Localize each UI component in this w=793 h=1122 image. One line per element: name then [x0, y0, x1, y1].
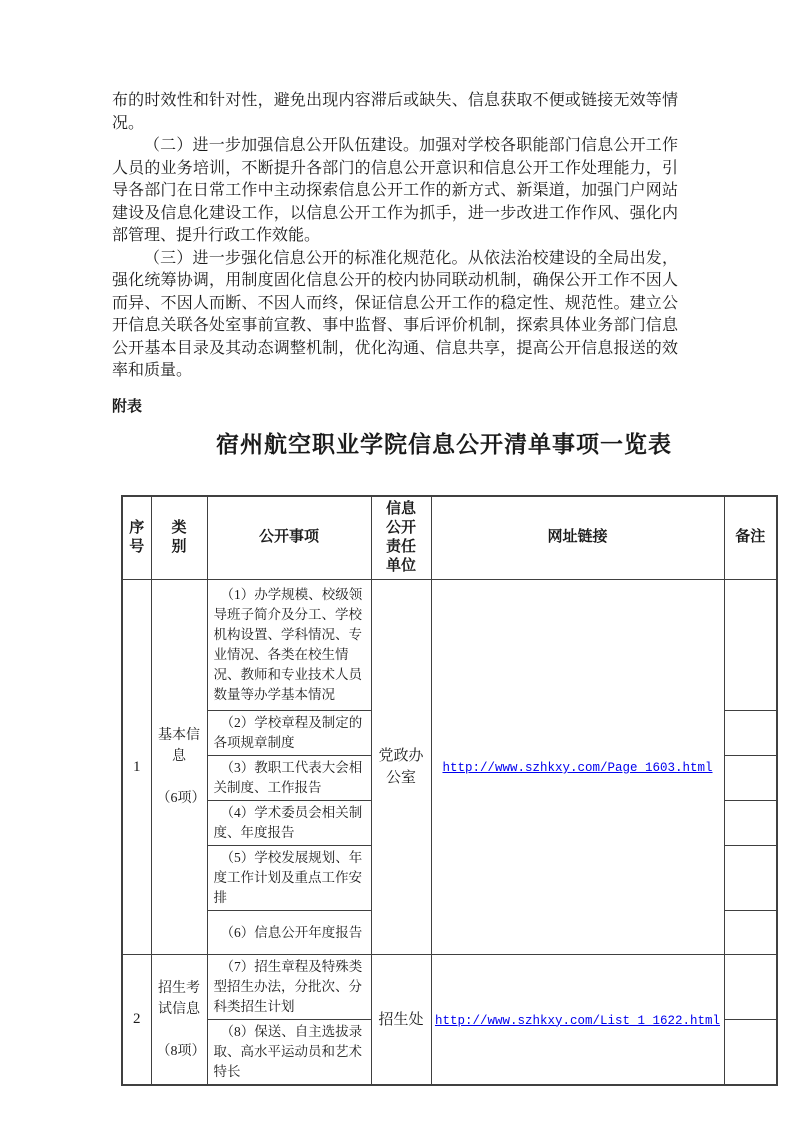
- row-category-cell: [151, 955, 207, 1086]
- note-cell: [724, 801, 777, 846]
- note-cell: [724, 711, 777, 756]
- col-header-category: 类别: [151, 496, 207, 580]
- url-cell: [431, 955, 724, 1086]
- item-cell: （6）信息公开年度报告: [207, 911, 371, 955]
- paragraph-section-3: （三）进一步强化信息公开的标准化规范化。从依法治校建设的全局出发，强化统筹协调，用制度固化信息公开的校内协同联动机制，确保公开工作不因人而异、不因人而断、不因人而终，保证信息公开工作的稳定性、规范性。建立公开信息关联各处室事前宣教、事中监督、事后评价机制，探索具体业务部门信息公开基本目录及其动态调整机制，优化沟通、信息共享，提高公开信息报送的效率和质量。: [112, 249, 678, 379]
- unit-cell: 党政办公室: [371, 580, 431, 955]
- note-cell: [724, 1020, 777, 1086]
- item-cell: （3）教职工代表大会相关制度、工作报告: [207, 756, 371, 801]
- row-category-cell: [151, 580, 207, 955]
- note-cell: [724, 756, 777, 801]
- paragraph-section-2: （二）进一步加强信息公开队伍建设。加强对学校各职能部门信息公开工作人员的业务培训，不断提升各部门的信息公开意识和信息公开工作处理能力，引导各部门在日常工作中主动探索信息公开工作的新方式、新渠道，加强门户网站建设及信息化建设工作，以信息公开工作为抓手，进一步改进工作作风、强化内部管理、提升行政工作效能。: [112, 137, 678, 244]
- item-cell: （4）学术委员会相关制度、年度报告: [207, 801, 371, 846]
- note-cell: [724, 846, 777, 911]
- category-name: 招生考试信息: [158, 980, 200, 1017]
- table-header-row: [122, 496, 777, 580]
- url-cell: [431, 580, 724, 955]
- category-count: （6项）: [156, 791, 206, 806]
- item-cell: （7）招生章程及特殊类型招生办法，分批次、分科类招生计划: [207, 955, 371, 1020]
- note-cell: [724, 911, 777, 955]
- item-cell: （1）办学规模、校级领导班子简介及分工、学校机构设置、学科情况、专业情况、各类在校生情况、教师和专业技术人员数量等办学基本情况: [207, 580, 371, 711]
- table-row: [122, 580, 777, 711]
- page-title: 宿州航空职业学院信息公开清单事项一览表: [216, 430, 672, 457]
- category-name: 基本信息: [158, 728, 200, 764]
- url-link[interactable]: http://www.szhkxy.com/List_1_1622.html: [434, 1013, 721, 1028]
- item-cell: （2）学校章程及制定的各项规章制度: [207, 711, 371, 756]
- table-row: [122, 955, 777, 1020]
- category-count: （8项）: [156, 1043, 206, 1059]
- disclosure-table: [121, 495, 778, 1087]
- annex-label: 附表: [112, 397, 143, 415]
- url-link[interactable]: http://www.szhkxy.com/Page_1603.html: [442, 761, 713, 775]
- row-index-cell: 1: [122, 580, 151, 955]
- col-header-note: 备注: [724, 496, 777, 580]
- paragraph-continuation: 布的时效性和针对性，避免出现内容滞后或缺失、信息获取不便或链接无效等情况。: [112, 92, 678, 132]
- unit-cell: 招生处: [371, 955, 431, 1086]
- note-cell: [724, 955, 777, 1020]
- col-header-index: 序号: [122, 496, 151, 580]
- note-cell: [724, 580, 777, 711]
- col-header-unit: 信息公开责任单位: [371, 496, 431, 580]
- row-index-cell: 2: [122, 955, 151, 1086]
- body-text: [112, 90, 678, 383]
- col-header-url: 网址链接: [431, 496, 724, 580]
- item-cell: （5）学校发展规划、年度工作计划及重点工作安排: [207, 846, 371, 911]
- item-cell: （8）保送、自主选拔录取、高水平运动员和艺术特长: [207, 1020, 371, 1086]
- col-header-item: 公开事项: [207, 496, 371, 580]
